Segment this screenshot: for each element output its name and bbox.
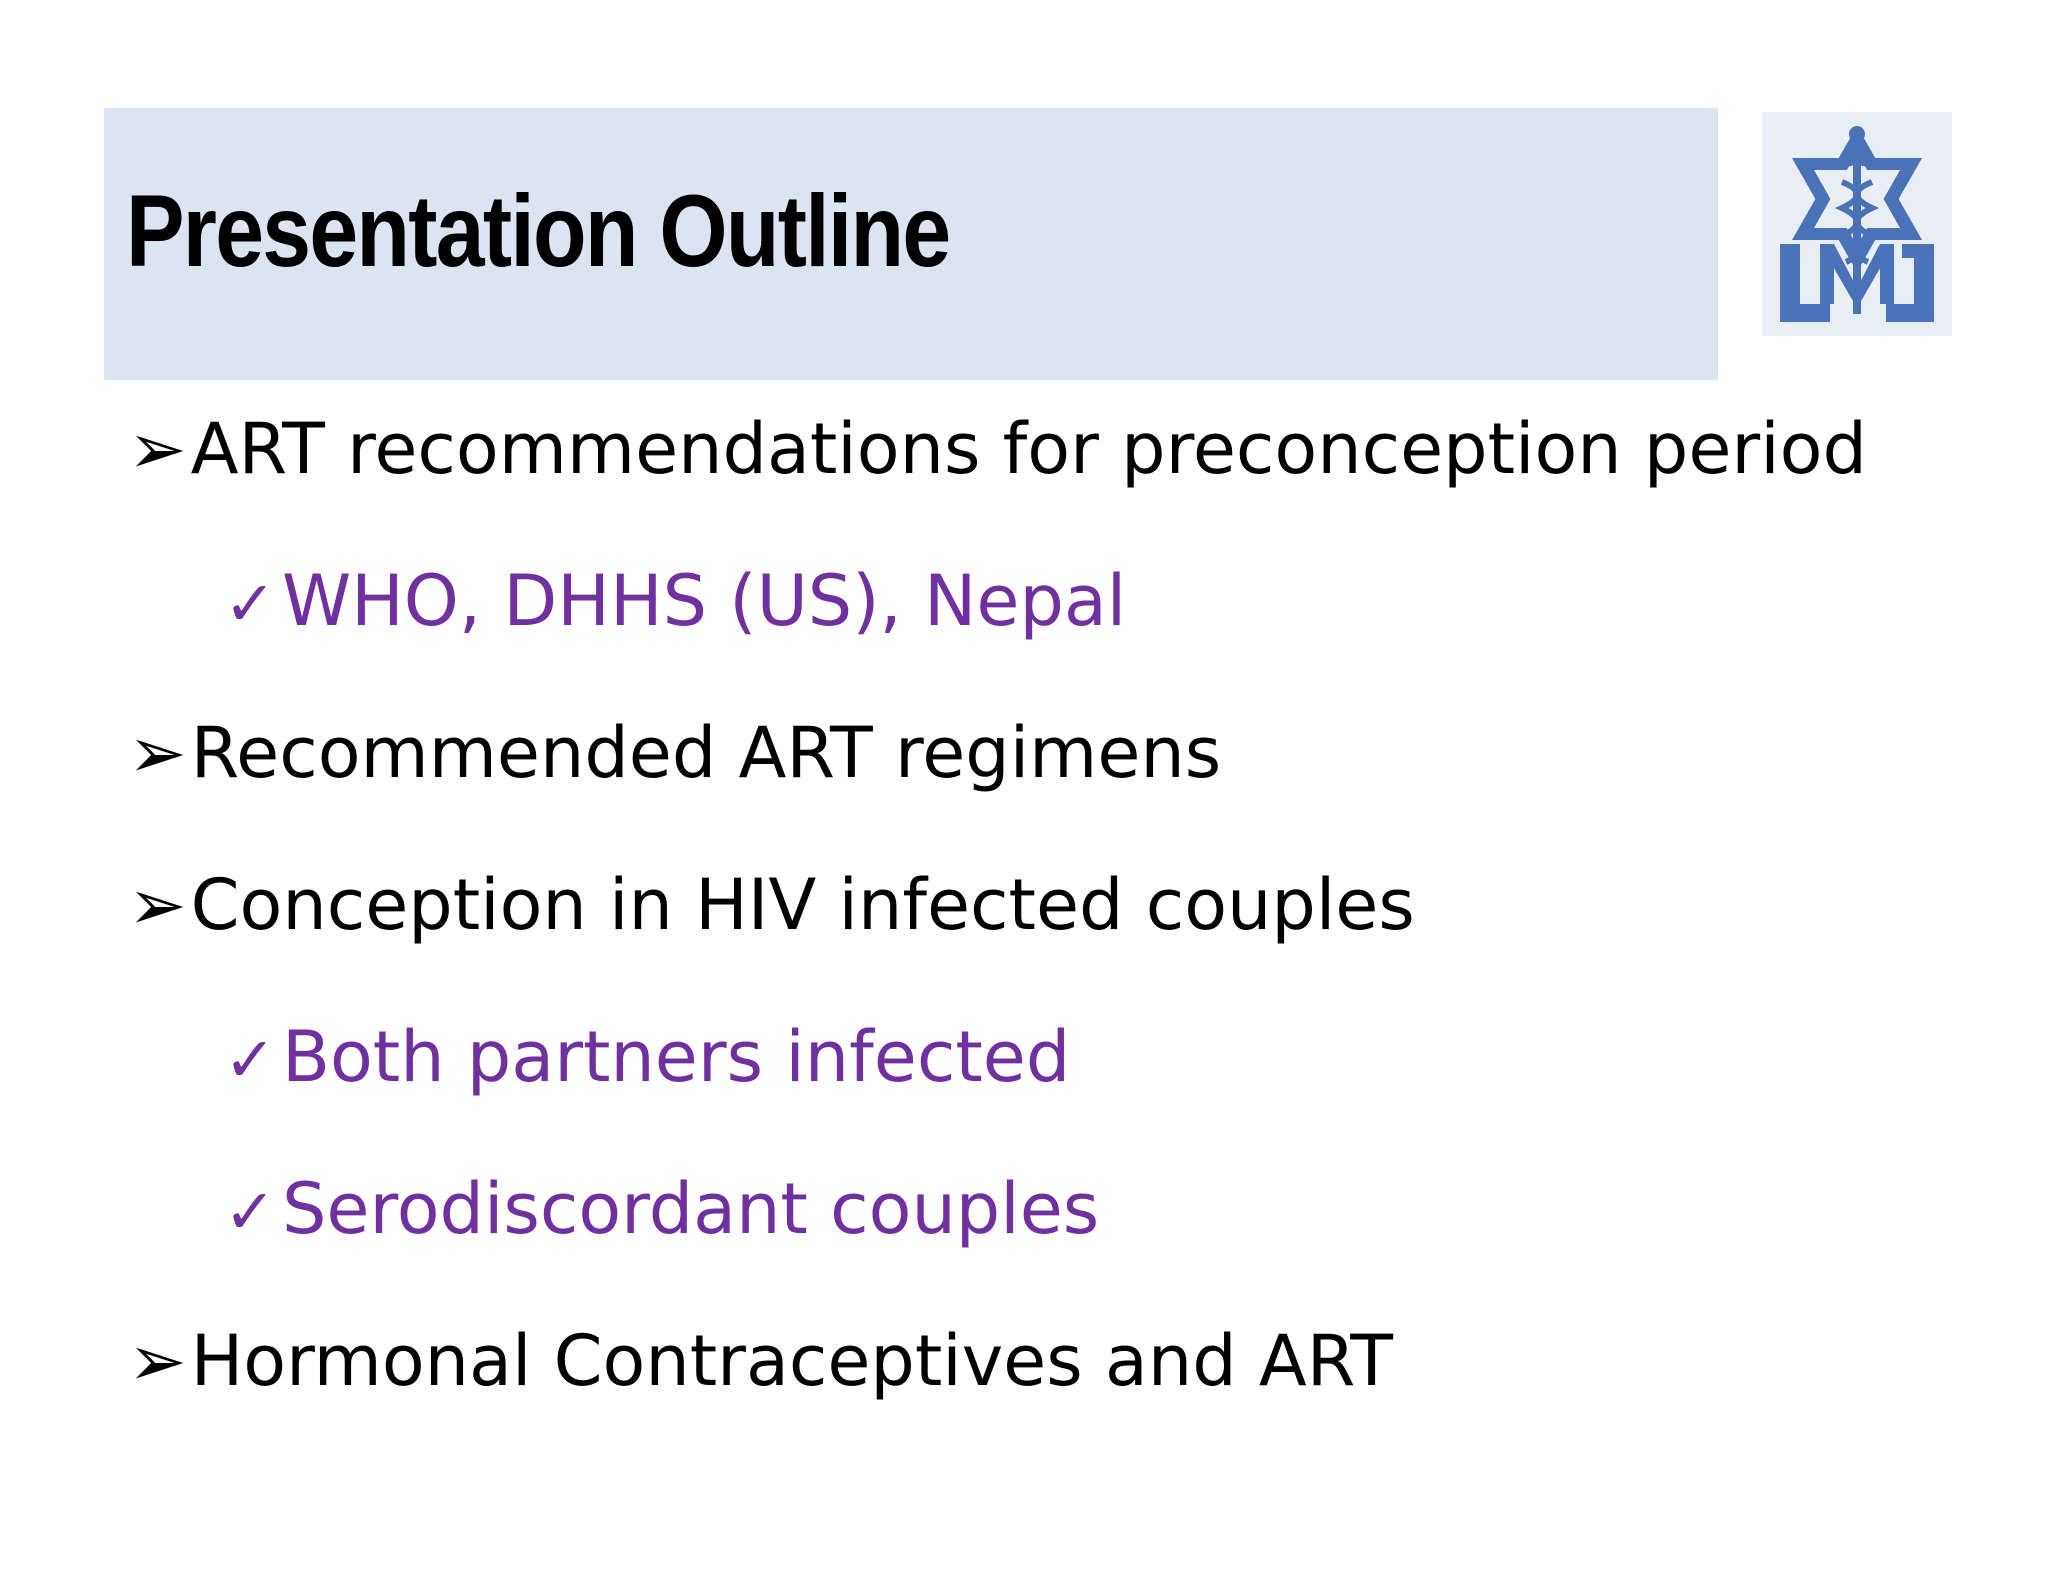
check-bullet-icon: ✓ bbox=[224, 1023, 276, 1096]
list-item-text: Both partners infected bbox=[281, 1016, 1071, 1098]
list-item bbox=[128, 712, 1222, 794]
title-band bbox=[104, 108, 1718, 380]
list-item-text: Recommended ART regimens bbox=[190, 712, 1222, 794]
list-item-text: ART recommendations for preconception period bbox=[190, 408, 1867, 490]
list-item bbox=[128, 864, 1415, 946]
list-item bbox=[128, 408, 1867, 490]
list-item bbox=[224, 1016, 1071, 1098]
arrow-bullet-icon: ➢ bbox=[128, 712, 187, 794]
list-item-text: Conception in HIV infected couples bbox=[190, 864, 1415, 946]
check-bullet-icon: ✓ bbox=[224, 1175, 276, 1248]
list-item bbox=[224, 1168, 1100, 1250]
arrow-bullet-icon: ➢ bbox=[128, 408, 187, 490]
slide-title: Presentation Outline bbox=[126, 174, 950, 288]
arrow-bullet-icon: ➢ bbox=[128, 1320, 187, 1402]
list-item-text: Hormonal Contraceptives and ART bbox=[190, 1320, 1394, 1402]
list-item-text: WHO, DHHS (US), Nepal bbox=[281, 560, 1127, 642]
arrow-bullet-icon: ➢ bbox=[128, 864, 187, 946]
list-item bbox=[128, 1320, 1394, 1402]
list-item bbox=[224, 560, 1127, 642]
list-item-text: Serodiscordant couples bbox=[281, 1168, 1100, 1250]
caduceus-star-lmi-logo-icon bbox=[1762, 112, 1952, 336]
check-bullet-icon: ✓ bbox=[224, 567, 276, 640]
